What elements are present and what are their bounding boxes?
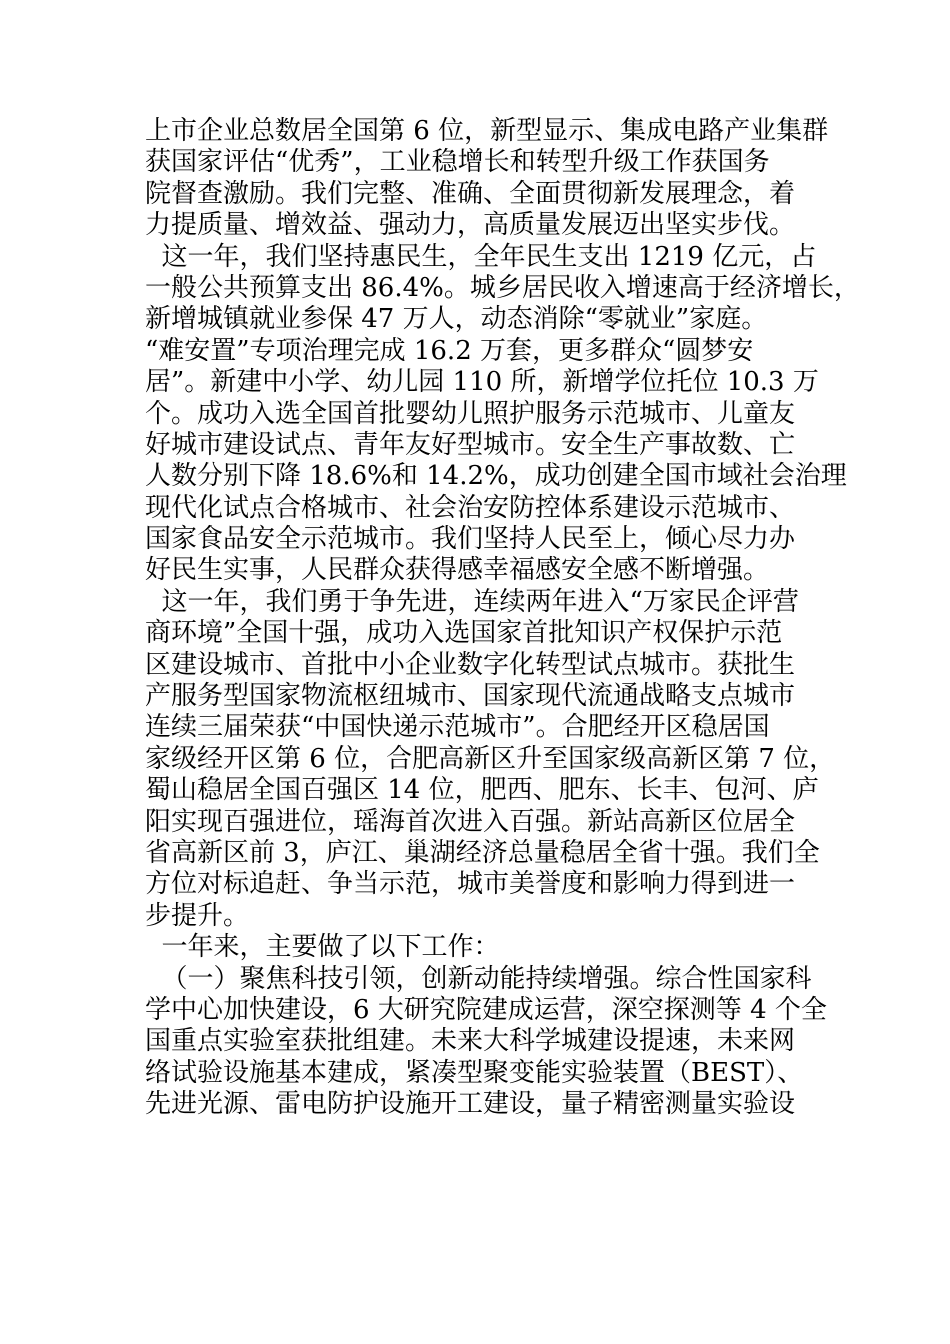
text-line: 区建设城市、首批中小企业数字化转型试点城市。获批生 [145, 649, 796, 680]
text-line: 先进光源、雷电防护设施开工建设，量子精密测量实验设 [145, 1089, 796, 1120]
text-line: 一般公共预算支出 86.4%。城乡居民收入增速高于经济增长， [145, 272, 860, 303]
text-line: 一年来，主要做了以下工作： [145, 932, 500, 963]
text-line: 蜀山稳居全国百强区 14 位，肥西、肥东、长丰、包河、庐 [145, 775, 819, 806]
text-line: 居”。新建中小学、幼儿园 110 所，新增学位托位 10.3 万 [145, 367, 819, 398]
text-line: 国家食品安全示范城市。我们坚持人民至上，倾心尽力办 [145, 524, 796, 555]
text-line: 步提升。 [145, 900, 250, 931]
text-line: “难安置”专项治理完成 16.2 万套，更多群众“圆梦安 [145, 335, 754, 366]
text-line: 院督查激励。我们完整、准确、全面贯彻新发展理念，着 [145, 178, 796, 209]
text-line: 商环境”全国十强，成功入选国家首批知识产权保护示范 [145, 618, 783, 649]
text-line: 获国家评估“优秀”，工业稳增长和转型升级工作获国务 [145, 147, 770, 178]
text-line: 省高新区前 3，庐江、巢湖经济总量稳居全省十强。我们全 [145, 837, 820, 868]
body-text [145, 116, 860, 1121]
text-line: 人数分别下降 18.6%和 14.2%，成功创建全国市域社会治理 [145, 461, 847, 492]
text-line: 这一年，我们勇于争先进，连续两年进入“万家民企评营 [145, 586, 799, 617]
text-line: 上市企业总数居全国第 6 位，新型显示、集成电路产业集群 [145, 116, 829, 146]
text-line: 阳实现百强进位，瑶海首次进入百强。新站高新区位居全 [145, 806, 796, 837]
text-line: 个。成功入选全国首批婴幼儿照护服务示范城市、儿童友 [145, 398, 796, 429]
text-line: 国重点实验室获批组建。未来大科学城建设提速，未来网 [145, 1026, 796, 1057]
text-line: 新增城镇就业参保 47 万人，动态消除“零就业”家庭。 [145, 304, 768, 335]
text-line: 这一年，我们坚持惠民生，全年民生支出 1219 亿元，占 [145, 241, 817, 272]
text-line: （一）聚焦科技引领，创新动能持续增强。综合性国家科 [145, 963, 812, 994]
text-line: 现代化试点合格城市、社会治安防控体系建设示范城市、 [145, 492, 796, 523]
text-line: 家级经开区第 6 位，合肥高新区升至国家级高新区第 7 位， [145, 743, 836, 774]
text-line: 学中心加快建设，6 大研究院建成运营，深空探测等 4 个全 [145, 994, 827, 1025]
text-line: 方位对标追赶、争当示范，城市美誉度和影响力得到进一 [145, 869, 796, 900]
text-line: 络试验设施基本建成，紧凑型聚变能实验装置（BEST）、 [145, 1057, 804, 1088]
text-line: 连续三届荣获“中国快递示范城市”。合肥经开区稳居国 [145, 712, 770, 743]
text-line: 产服务型国家物流枢纽城市、国家现代流通战略支点城市 [145, 681, 796, 712]
text-line: 好民生实事，人民群众获得感幸福感安全感不断增强。 [145, 555, 770, 586]
text-line: 好城市建设试点、青年友好型城市。安全生产事故数、亡 [145, 429, 796, 460]
text-line: 力提质量、增效益、强动力，高质量发展迈出坚实步伐。 [145, 210, 796, 241]
